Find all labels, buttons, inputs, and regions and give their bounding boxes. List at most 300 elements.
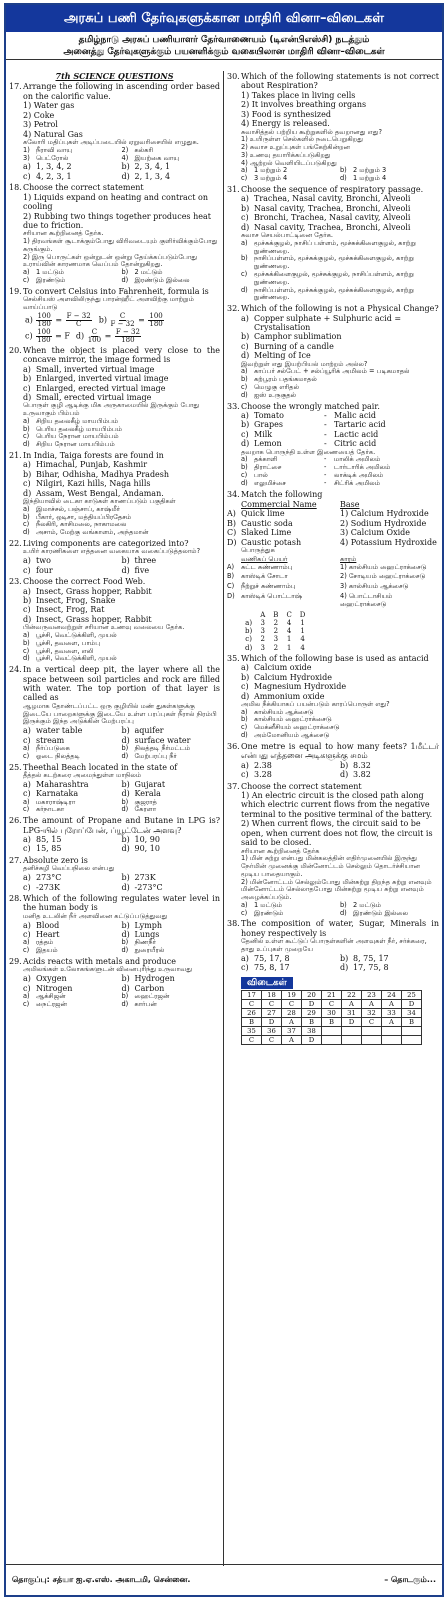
option-text: Bihar, Odhisha, Madhya Pradesh [36, 469, 170, 479]
option-item [23, 844, 122, 853]
option-grid [227, 761, 439, 780]
question-text: In India, Taiga forests are found in [23, 450, 164, 460]
pair-cell: - [324, 420, 327, 430]
footer-continued: – தொடரும்... [384, 1575, 436, 1585]
pair-cell: பால் [254, 471, 268, 479]
option-text: சிறிய நேரான மாயபிம்பம் [36, 440, 115, 449]
option-label: c) [23, 805, 30, 814]
match-cell: காஸ்டிக் பொட்டாஷ் [241, 591, 303, 600]
statement-list [9, 238, 220, 269]
option-text: Nitrogen [36, 983, 73, 993]
fraction-numerator: F − 32 [115, 327, 140, 336]
fraction [111, 313, 135, 328]
question-text: Which of the following statements is not correct about Respiration? [241, 72, 439, 91]
code-cell: a) [245, 618, 253, 627]
answer-cell: 37 [282, 1027, 302, 1036]
option-label: d) [340, 908, 347, 917]
option-label: a) [23, 744, 30, 752]
code-cell: 1 [300, 618, 305, 627]
pair-cell: Milk [254, 429, 273, 439]
option-text: 17, 75, 8 [353, 963, 389, 973]
question-text: Choose the wrongly matched pair. [241, 401, 380, 411]
question-text: In a vertical deep pit, the layer where all the space between soil particles and rock are filled with water. The top portion of that layer is called as [23, 665, 220, 703]
formula-rhs: F [64, 331, 70, 341]
option-label: b) [23, 374, 32, 384]
option-text: Ammonium oxide [254, 691, 325, 701]
question-number: 35. [227, 653, 240, 663]
pair-row [241, 420, 439, 429]
question-32 [227, 304, 439, 399]
tamil-question-text: தவறாக பொருந்தி உள்ள இணையைத் தேர்க. [241, 447, 376, 456]
code-cell: 4 [286, 618, 292, 627]
option-label: 4) [121, 153, 129, 162]
tamil-question-text: உயிர் காரணிகளை எத்தனை வகையாக வகைப்படுத்தலாம்? [23, 547, 201, 556]
option-grid [9, 726, 220, 745]
option-label: b) [121, 726, 130, 736]
match-cell: Caustic soda [241, 518, 293, 528]
option-label: d) [241, 222, 250, 232]
question-number: 20. [9, 345, 22, 355]
match-head-commercial: வணிகப் பெயர் [241, 554, 288, 563]
option-text: 3.82 [353, 770, 371, 780]
option-item [23, 587, 220, 596]
option-label: d) [121, 565, 130, 575]
option-label: d) [121, 276, 129, 285]
option-item [122, 753, 221, 761]
match-cell: Quick lime [241, 509, 285, 519]
answer-key [227, 975, 439, 1046]
option-item [241, 761, 340, 770]
option-label: c) [23, 946, 30, 955]
answer-cell [322, 1027, 342, 1036]
option-item [122, 726, 221, 735]
option-text: நிலத்தடி நீர்மட்டம் [134, 744, 191, 752]
option-text: ஆக்சிஜன் [36, 992, 66, 1001]
question-columns [6, 71, 442, 1566]
match-header [227, 500, 439, 509]
question-27 [9, 856, 220, 892]
option-text: 75, 8, 17 [254, 963, 290, 973]
subtitle-line-1: தமிழ்நாடு அரசுப் பணியாளர் தேர்வாணையம் (டிஎன்பிஎஸ்சி) நடத்தும் [78, 35, 370, 45]
option-text: அசாம், மேற்கு வங்காளம், அந்தமான் [36, 528, 149, 537]
answer-cell: D [302, 1000, 322, 1009]
option-item [241, 204, 439, 213]
answer-cell: C [282, 1000, 302, 1009]
option-label: b) [241, 672, 250, 682]
option-label: a) [23, 779, 31, 789]
code-head-cell: B [273, 610, 279, 619]
option-text: 8.32 [353, 760, 371, 770]
formula-option-c: c) $\frac{100}{180}$ = F [25, 327, 70, 344]
answer-cell: 25 [402, 991, 422, 1000]
option-text: Blood [36, 920, 60, 930]
option-item [241, 673, 439, 682]
option-label: a) [23, 726, 31, 736]
option-label: a) [23, 974, 31, 984]
question-33 [227, 402, 439, 488]
pair-cell: மாலிக் அமிலம் [334, 455, 381, 464]
option-label: 1) [23, 145, 30, 154]
answer-cell: C [242, 1000, 262, 1009]
question-number: 17. [9, 82, 22, 92]
option-label: c) [241, 682, 249, 692]
match-cell: 4) பொட்டாசியம் ஹைட்ராக்சைடு [340, 591, 393, 608]
option-grid [9, 162, 220, 181]
question-18 [9, 183, 220, 285]
option-label: b) [121, 162, 130, 172]
option-text: கால்சியம் ஆக்சைடு [254, 707, 314, 716]
option-text: 4, 2, 3, 1 [36, 171, 72, 181]
pair-cell: - [324, 463, 327, 472]
option-label: c) [23, 751, 30, 760]
tamil-question-text: தேனில் உள்ள கூட்டுப் பொருள்களின் அளவுகள் நீர், சர்க்கரை, தாது உப்புகள் முறையே [241, 937, 427, 954]
option-label: d) [340, 963, 349, 973]
code-head-cell: A [260, 610, 266, 619]
statement-item: 2) When current flows, the circuit said to be open, when current does not flow, the circuit is said to be closed. [241, 819, 433, 848]
question-21 [9, 451, 220, 537]
option-label: b) [121, 938, 129, 947]
statement-item: 4) ஆற்றல் வெளியிடப்படுகிறது [241, 158, 337, 167]
option-item [122, 277, 221, 285]
option-item [23, 374, 220, 383]
option-item [23, 277, 122, 285]
option-item [241, 732, 439, 740]
tamil-question-text: செல்சியஸ் அளவிலிருந்து பாரன்ஹீட் அளவிற்கு மாற்றும் வாய்ப்பாடு [23, 295, 194, 311]
pair-cell: - [324, 439, 327, 449]
option-list [227, 314, 439, 361]
pair-row [241, 430, 439, 439]
option-label: b) [241, 254, 248, 263]
fraction [66, 313, 92, 328]
fraction-denominator: 180 [37, 335, 51, 344]
option-item [23, 1001, 122, 1009]
answer-cell: 27 [262, 1009, 282, 1018]
option-item [241, 271, 439, 287]
statement-item: 2) சுவாச உறுப்புகள் பங்கேற்கின்றன [241, 143, 350, 152]
option-label: c) [23, 999, 30, 1008]
match-cell: Slaked Lime [241, 528, 292, 538]
option-label: c) [23, 432, 30, 441]
statement-item: 3) Food is synthesized [241, 109, 331, 119]
option-text: பெட்ரோல் [36, 153, 69, 162]
option-text: four [36, 565, 53, 575]
answer-cell: C [262, 1000, 282, 1009]
pair-cell: Tomato [254, 410, 284, 420]
option-label: c) [241, 213, 249, 223]
option-text: Calcium Hydroxide [254, 672, 332, 682]
question-number: 31. [227, 184, 240, 194]
option-label: d) [121, 946, 129, 955]
tamil-question-text: அமில நீக்கியாகப் பயன்படும் காரப்பொருள் எது? [241, 699, 390, 708]
code-cell: 3 [260, 627, 265, 636]
option-label: d) [23, 488, 32, 498]
subtitle-line-2: அனைத்து தேர்வுகளுக்கும் பயனளிக்கும் வகையிலான மாதிரி வினா–விடைகள் [6, 47, 442, 61]
answer-cell [362, 1036, 382, 1045]
pair-row [241, 411, 439, 420]
option-text: 2 மற்றும் 3 [353, 166, 387, 175]
option-grid [9, 780, 220, 799]
pair-cell: தக்காளி [254, 455, 278, 464]
option-item [23, 155, 122, 163]
option-text: இதயம் [36, 946, 58, 955]
pair-cell: a) [241, 455, 248, 464]
question-text: Choose the sequence of respiratory passage. [241, 184, 424, 194]
option-label: d) [121, 805, 129, 814]
option-text: Gujarat [134, 779, 166, 789]
question-19 [9, 287, 220, 344]
fraction-numerator: 100 [37, 311, 51, 320]
question-35 [227, 654, 439, 740]
option-item [241, 954, 340, 963]
option-text: மூச்சுக்குழல், நாசிப் பள்ளம், மூச்சுக்கிளைகுழல், காற்று நுண்ணறை. [254, 238, 416, 255]
option-label: d) [241, 390, 248, 399]
code-cell: 2 [273, 643, 279, 652]
code-cell: 1 [286, 635, 292, 644]
option-text: பெரிய தலைகீழ் மாயபிம்பம் [36, 424, 123, 433]
question-text: When the object is placed very close to the concave mirror, the image formed is [23, 345, 220, 365]
option-label: d) [241, 691, 250, 701]
option-item [23, 441, 220, 449]
option-label: b) [121, 920, 130, 930]
option-text: Himachal, Punjab, Kashmir [36, 460, 148, 470]
option-label: b) [241, 332, 250, 342]
question-row [227, 402, 439, 411]
question-number: 38. [227, 919, 240, 929]
option-item [241, 682, 439, 691]
question-row [9, 346, 220, 365]
option-item [122, 172, 221, 181]
option-item [241, 663, 439, 672]
option-item [23, 883, 122, 892]
option-text: அம்மோனியம் ஆக்சைடு [254, 731, 330, 740]
pair-cell: Grapes [254, 420, 283, 430]
option-item [122, 873, 221, 882]
option-text: கேரளா [134, 805, 157, 814]
option-text: பூச்சி, தவளை, எலி [36, 646, 94, 655]
pair-cell: b) [241, 420, 250, 430]
question-number: 26. [9, 816, 22, 826]
option-label: c) [23, 930, 31, 940]
question-row [9, 816, 220, 835]
question-row [9, 577, 220, 586]
match-cell: 2) சோடியம் ஹைட்ராக்சைடு [340, 572, 426, 581]
answer-cell: 32 [362, 1009, 382, 1018]
answer-table [241, 990, 422, 1045]
option-text: சிறிய தலைகீழ் மாயபிம்பம் [36, 416, 119, 425]
pair-cell: d) [241, 439, 250, 449]
statement-list [9, 193, 220, 231]
option-label: c) [23, 383, 31, 393]
formula-options-cd [9, 329, 220, 344]
option-label: b) [340, 900, 347, 909]
fraction [88, 329, 101, 344]
question-row [227, 490, 439, 499]
option-item [241, 240, 439, 256]
option-label: d) [121, 171, 130, 181]
statement-list [227, 855, 439, 902]
option-label: b) [121, 992, 129, 1001]
statement-item: 1) Water gas [23, 101, 75, 111]
question-number: 33. [227, 401, 240, 411]
option-item [241, 314, 439, 333]
tamil-question-text: சுவாச செயல்பாட்டினை தேர்க. [241, 231, 334, 240]
option-item [340, 910, 439, 918]
option-text: இரண்டும் இல்லை [134, 276, 190, 285]
option-label: c) [23, 983, 31, 993]
match-cell: நீற்றுச் சுண்ணாம்பு [241, 582, 296, 591]
option-text: 8, 75, 17 [353, 953, 389, 963]
page-title: அரசுப் பணி தேர்வுகளுக்கான மாதிரி வினா–விடைகள் [6, 5, 442, 32]
option-text: aquifer [134, 726, 164, 736]
option-label: a) [241, 313, 249, 323]
option-text: Camphor sublimation [254, 332, 342, 342]
pair-cell: Malic acid [334, 410, 377, 420]
statement-item: 1) Takes place in living cells [241, 90, 356, 100]
option-text: 3 மற்றும் 4 [254, 174, 288, 183]
option-text: நீலகிரி, காசிமலை, நாகாமலை [36, 520, 127, 529]
tamil-question-text: அமிலங்கள் உலோகங்களுடன் வினைபுரிந்து உருவாவது [23, 965, 193, 974]
question-number: 24. [9, 665, 22, 675]
answer-cell: D [342, 1018, 362, 1027]
question-text: To convert Celsius into Fahrenheit, formula is [23, 286, 209, 296]
option-item [23, 753, 122, 761]
tamil-question-text: தனிச்சுழி வெப்பநிலை என்பது [23, 864, 115, 873]
option-text: கார்பன் [134, 999, 157, 1008]
option-grid [227, 167, 439, 183]
option-text: 2.38 [254, 760, 272, 770]
option-label: b) [98, 315, 110, 325]
statement-item: 4) Energy is released. [241, 119, 330, 129]
option-label: b) [241, 375, 248, 384]
option-label: a) [241, 953, 249, 963]
option-item [23, 460, 220, 469]
option-label: c) [23, 789, 31, 799]
match-cell: சுட்ட சுண்ணாம்பு [241, 562, 293, 571]
pair-list [227, 411, 439, 449]
option-item [340, 175, 439, 183]
pair-row [241, 480, 439, 488]
match-cell: A) [227, 509, 236, 519]
match-cell: A) [227, 562, 235, 571]
formula-options-ab [9, 313, 220, 328]
option-text: நைட்ரஜன் [36, 999, 68, 1008]
fraction-numerator: 100 [149, 311, 163, 320]
answer-cell: B [302, 1018, 322, 1027]
option-item [23, 384, 220, 393]
code-cell: 4 [300, 635, 305, 644]
option-text: காப்பர் சல்பேட் + சல்ப்யூரிக் அமிலம் = படிகமாதல் [254, 367, 410, 376]
option-text: 273K [134, 873, 156, 883]
option-label: d) [340, 174, 347, 183]
option-label: c) [23, 844, 31, 854]
option-label: c) [23, 520, 30, 529]
option-text: Melting of Ice [254, 351, 311, 361]
option-label: d) [23, 440, 30, 449]
option-item [122, 947, 221, 955]
match-row [227, 528, 439, 537]
option-text: Nasal cavity, Trachea, Bronchi, Alveoli [254, 203, 411, 213]
option-label: c) [23, 171, 31, 181]
option-label: b) [121, 835, 130, 845]
option-item [340, 963, 439, 972]
option-item [23, 835, 122, 844]
option-item [23, 172, 122, 181]
option-text: 10, 90 [134, 835, 160, 845]
match-cell: D) [227, 537, 237, 547]
option-label: c) [23, 565, 31, 575]
answer-cell: 34 [402, 1009, 422, 1018]
code-cell: 3 [273, 635, 279, 644]
option-item [122, 155, 221, 163]
section-title: 7th SCIENCE QUESTIONS [55, 71, 174, 81]
option-text: மெக்னீசியம் ஹைட்ராக்சைடு [254, 723, 340, 732]
option-text: பெரிய நேரான மாயபிம்பம் [36, 432, 119, 441]
tamil-question-text: கலோரி மதிப்புகள் அடிப்படையில் ஏறுவரிசையில் எழுதுக. [23, 138, 199, 147]
match-head-base: Base [340, 499, 360, 509]
code-cell: d) [245, 643, 253, 652]
option-text: water table [36, 726, 83, 736]
option-item [23, 596, 220, 605]
answer-cell: A [282, 1036, 302, 1045]
option-text: 2 மட்டும் [134, 268, 163, 277]
pair-cell: Tartaric acid [334, 420, 386, 430]
option-label: c) [241, 770, 249, 780]
question-row [9, 82, 220, 101]
option-text: குஜராத் [134, 797, 157, 806]
tamil-question-text: சரியான கூற்றினைத் தேர்க [241, 846, 320, 855]
option-text: -273K [36, 882, 60, 892]
option-text: 273°C [36, 873, 62, 883]
fraction-denominator: 100 [87, 335, 102, 344]
question-number: 34. [227, 489, 240, 499]
option-label: b) [23, 512, 30, 521]
answer-cell: 35 [242, 1027, 262, 1036]
option-item [122, 974, 221, 983]
option-label: b) [23, 424, 30, 433]
option-item [122, 835, 221, 844]
question-text: Choose the correct Food Web. [23, 577, 146, 587]
option-label: c) [241, 341, 249, 351]
tamil-question-text: சரியான கூற்றினைத் தேர்க. [23, 229, 104, 238]
option-label: c) [241, 908, 248, 917]
option-label: b) [23, 595, 32, 605]
option-label: c) [241, 963, 249, 973]
option-label: a) [241, 663, 249, 673]
question-number: 23. [9, 577, 22, 587]
statement-list [227, 136, 439, 167]
option-label: a) [23, 992, 30, 1001]
option-label: b) [121, 779, 130, 789]
option-text: three [134, 556, 157, 566]
answer-cell: D [402, 1000, 422, 1009]
answer-cell: 26 [242, 1009, 262, 1018]
option-label: a) [241, 238, 248, 247]
option-text: ரத்தம் [36, 938, 54, 947]
option-label: a) [25, 315, 36, 325]
option-label: b) [121, 797, 129, 806]
code-cell: c) [245, 635, 252, 644]
question-28 [9, 894, 220, 955]
option-label: d) [241, 285, 248, 294]
option-label: c) [241, 270, 248, 278]
option-label: 2) [121, 145, 129, 154]
option-grid [9, 939, 220, 955]
question-number: 22. [9, 538, 22, 548]
pair-cell: - [324, 455, 327, 464]
answer-cell: 38 [302, 1027, 322, 1036]
option-grid [9, 147, 220, 163]
question-text: Which of the following regulates water level in the human body is [23, 893, 220, 913]
